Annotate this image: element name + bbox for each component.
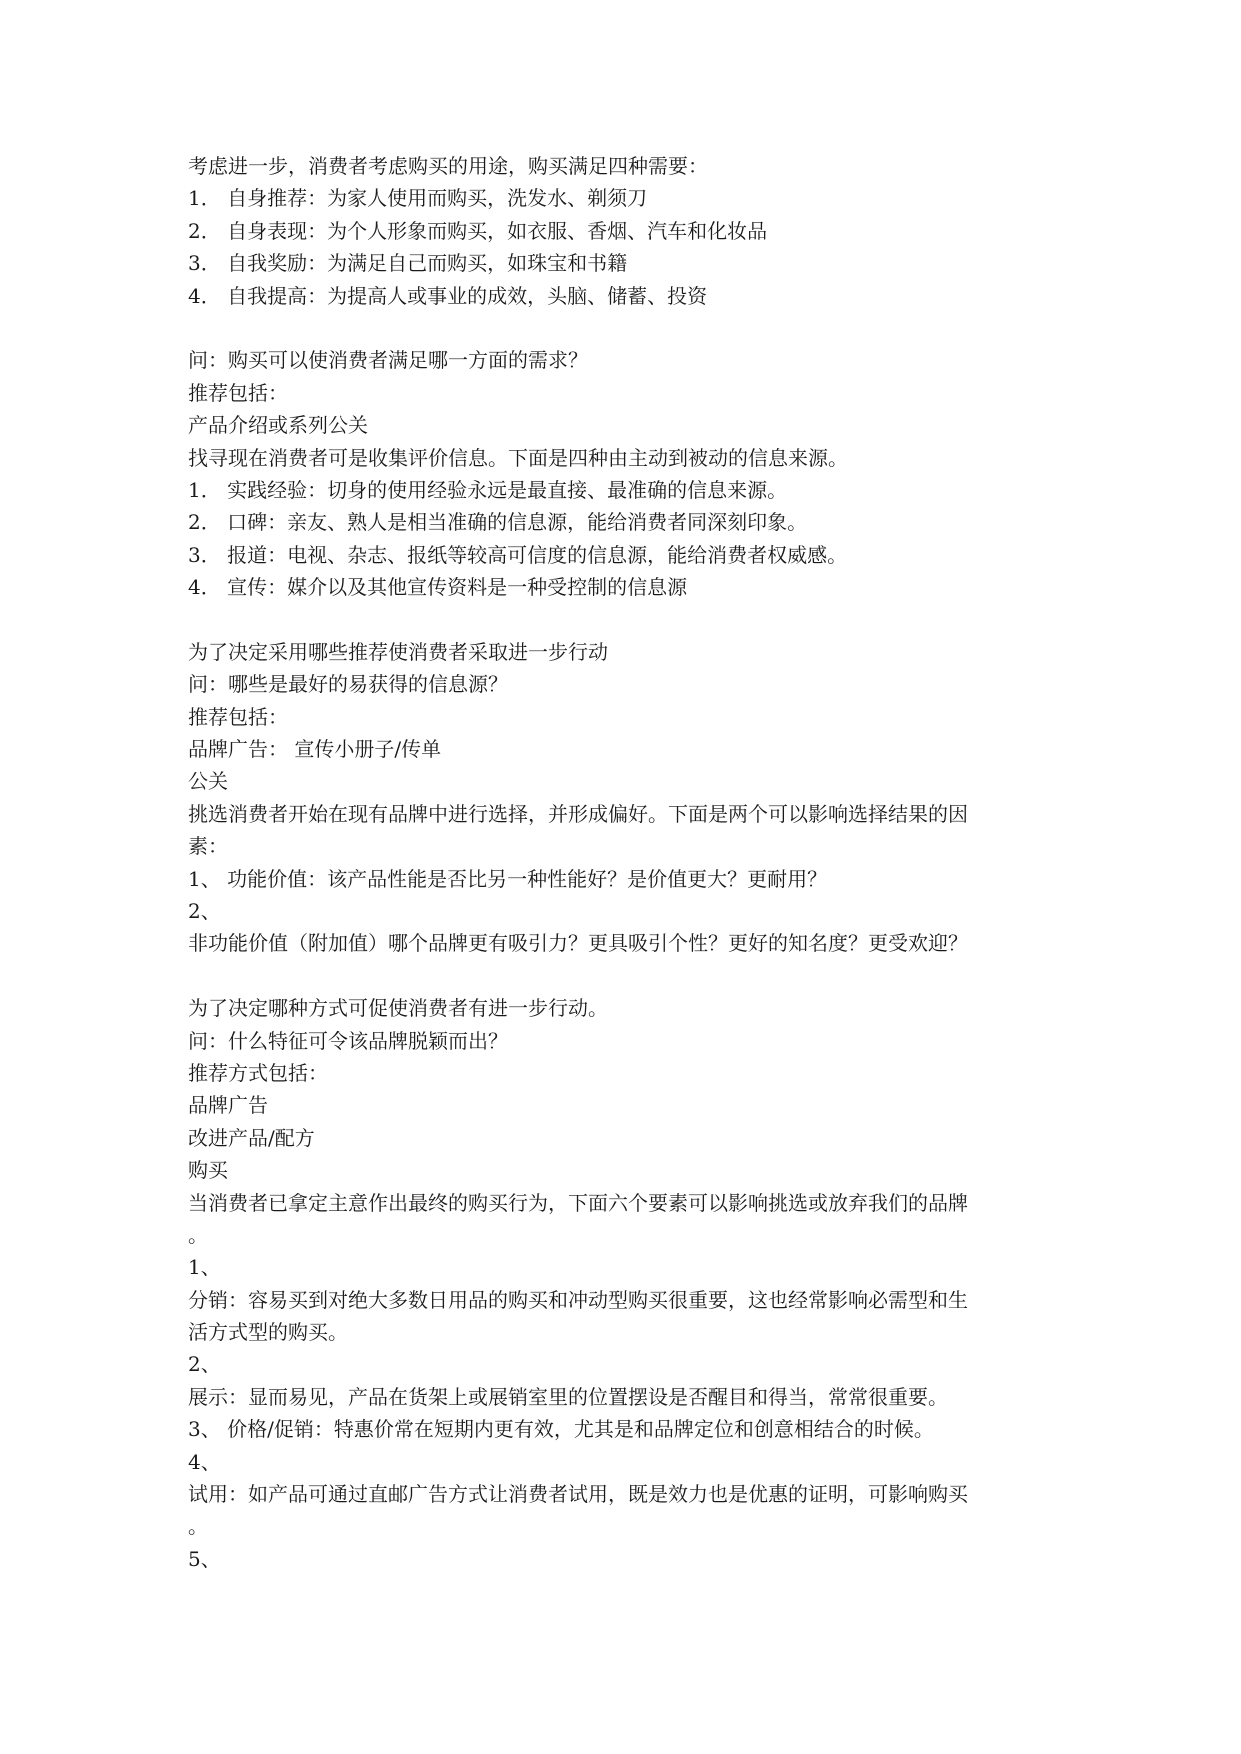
text-line: 活方式型的购买。 (188, 1320, 348, 1345)
text-line: 素： (188, 834, 228, 859)
text-line: 改进产品/配方 (188, 1125, 315, 1150)
blank-line (188, 960, 1068, 992)
list-item: 1、 功能价值：该产品性能是否比另一种性能好？是价值更大？更耐用？ (188, 866, 828, 891)
text-line: 。 (188, 1514, 208, 1539)
list-item: 2、 (188, 898, 221, 923)
text-line: 非功能价值（附加值）哪个品牌更有吸引力？更具吸引个性？更好的知名度？更受欢迎？ (188, 931, 968, 956)
text-line: 为了决定哪种方式可促使消费者有进一步行动。 (188, 996, 608, 1021)
text-line: 挑选消费者开始在现有品牌中进行选择，并形成偏好。下面是两个可以影响选择结果的因 (188, 801, 968, 826)
list-item: 4． 宣传：媒介以及其他宣传资料是一种受控制的信息源 (188, 575, 688, 600)
text-line: 试用：如产品可通过直邮广告方式让消费者试用，既是效力也是优惠的证明，可影响购买 (188, 1482, 968, 1507)
list-item: 1． 自身推荐：为家人使用而购买，洗发水、剃须刀 (188, 186, 648, 211)
list-item: 2． 口碑：亲友、熟人是相当准确的信息源，能给消费者同深刻印象。 (188, 510, 808, 535)
text-line: 为了决定采用哪些推荐使消费者采取进一步行动 (188, 639, 608, 664)
text-line: 问：购买可以使消费者满足哪一方面的需求？ (188, 348, 588, 373)
list-item: 2、 (188, 1352, 221, 1377)
text-line: 购买 (188, 1158, 228, 1183)
list-item: 1、 (188, 1255, 221, 1280)
text-line: 找寻现在消费者可是收集评价信息。下面是四种由主动到被动的信息来源。 (188, 445, 848, 470)
text-line: 展示：显而易见，产品在货架上或展销室里的位置摆设是否醒目和得当，常常很重要。 (188, 1384, 948, 1409)
text-line: 推荐包括： (188, 380, 288, 405)
list-item: 4、 (188, 1449, 221, 1474)
text-line: 推荐方式包括： (188, 1060, 328, 1085)
text-line: 分销：容易买到对绝大多数日用品的购买和冲动型购买很重要，这也经常影响必需型和生 (188, 1287, 968, 1312)
list-item: 3、 价格/促销：特惠价常在短期内更有效，尤其是和品牌定位和创意相结合的时候。 (188, 1417, 934, 1442)
blank-line (188, 312, 1068, 344)
text-line: 品牌广告： 宣传小册子/传单 (188, 737, 442, 762)
text-line: 。 (188, 1222, 208, 1247)
text-line: 公关 (188, 769, 228, 794)
text-line: 推荐包括： (188, 704, 288, 729)
list-item: 1． 实践经验：切身的使用经验永远是最直接、最准确的信息来源。 (188, 477, 788, 502)
text-line: 问：什么特征可令该品牌脱颖而出？ (188, 1028, 508, 1053)
blank-line (188, 603, 1068, 635)
text-line: 问：哪些是最好的易获得的信息源？ (188, 672, 508, 697)
list-item: 2． 自身表现：为个人形象而购买，如衣服、香烟、汽车和化妆品 (188, 218, 768, 243)
list-item: 3． 报道：电视、杂志、报纸等较高可信度的信息源，能给消费者权威感。 (188, 542, 848, 567)
text-line: 产品介绍或系列公关 (188, 413, 368, 438)
list-item: 5、 (188, 1546, 221, 1571)
text-line: 当消费者已拿定主意作出最终的购买行为，下面六个要素可以影响挑选或放弃我们的品牌 (188, 1190, 968, 1215)
list-item: 4． 自我提高：为提高人或事业的成效，头脑、储蓄、投资 (188, 283, 708, 308)
list-item: 3． 自我奖励：为满足自己而购买，如珠宝和书籍 (188, 251, 628, 276)
text-line: 品牌广告 (188, 1093, 268, 1118)
text-line: 考虑进一步，消费者考虑购买的用途，购买满足四种需要： (188, 154, 708, 178)
document-body (188, 150, 1068, 1575)
